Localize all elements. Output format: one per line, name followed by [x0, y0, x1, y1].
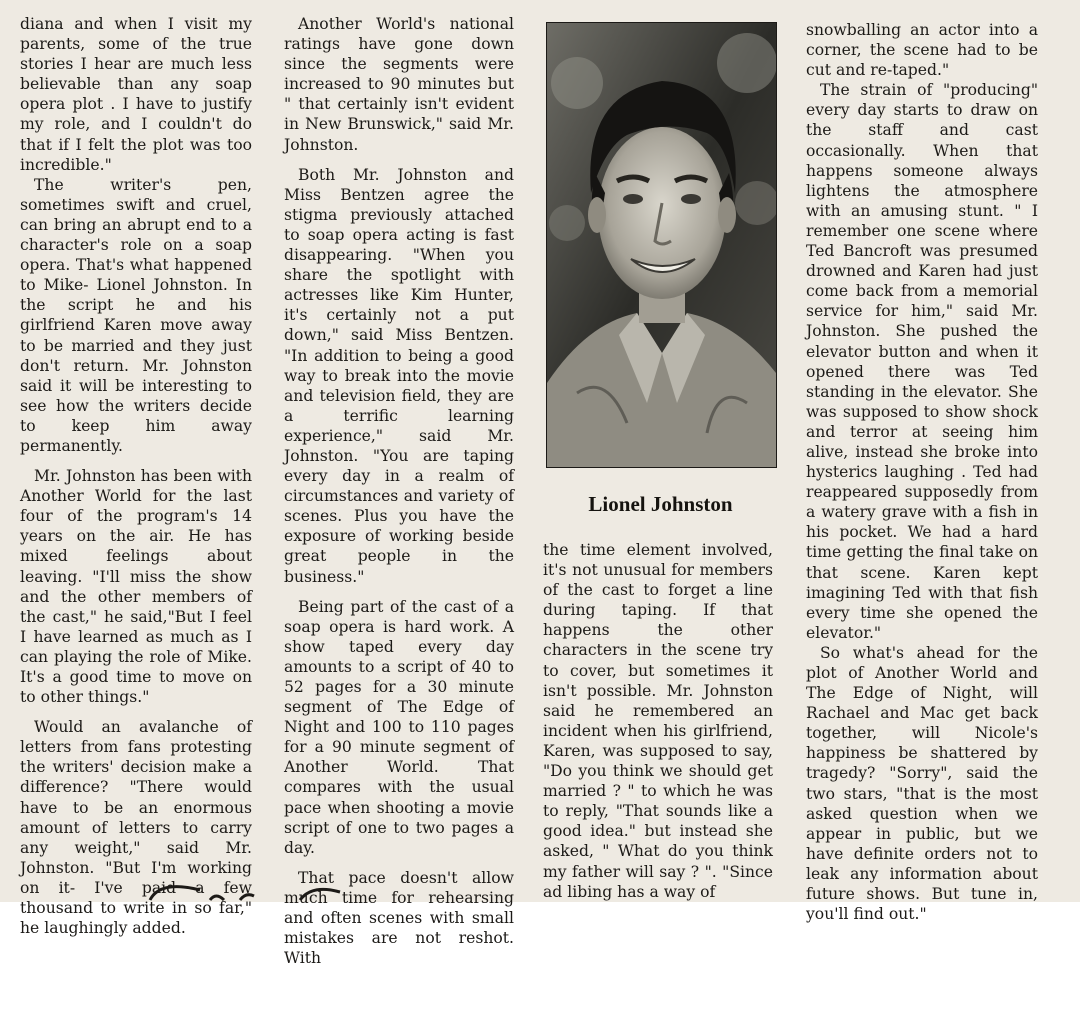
paragraph: Being part of the cast of a soap opera is hard work. A show taped every day amounts to a script of 40 to 52 pages for a 30 minute segment of The Edge of Night and 100 to 110 pages for a 90 minute segment of Another World. That compares with the usual pace when shooting a movie script of one to two pages a day. — [284, 597, 514, 857]
article-column-1 — [20, 14, 252, 938]
portrait-icon — [547, 23, 776, 467]
script-lettering-icon — [90, 884, 390, 902]
paragraph: The strain of "producing" every day starts to draw on the staff and cast occasionally. When that happens someone always lightens the atmosphere with an amusing stunt. " I remember one scene where Ted Bancroft was presumed drowned and Karen had just come back from a memorial service for him," said Mr. Johnston. She pushed the elevator button and when it opened there was Ted standing in the elevator. She was supposed to show shock and terror at seeing him alive, instead she broke into hysterics laughing . Ted had reappeared supposedly from a watery grave with a fish in his pocket. We had a hard time getting the final take on that scene. Karen kept imagining Ted with that fish every time she opened the elevator." — [806, 81, 1038, 642]
paragraph: snowballing an actor into a corner, the scene had to be cut and re-taped." — [806, 21, 1038, 80]
cut-off-script-lettering — [90, 884, 390, 902]
paragraph: That pace doesn't allow much time for rehearsing and often scenes with small mistakes are not reshot. With — [284, 868, 514, 968]
paragraph: Mr. Johnston has been with Another World for the last four of the program's 14 years on the air. He has mixed feelings about leaving. "I'll miss the show and the other members of the cast," he said,"But I feel I have learned as much as I can playing the role of Mike. It's a good time to move on to other things." — [20, 467, 252, 707]
paragraph: So what's ahead for the plot of Another World and The Edge of Night, will Rachael and Mac get back together, will Nicole's happiness be shattered by tragedy? "Sorry", said the two stars, "that is the most asked question when we appear in public, but we have definite orders not to leak any information about future shows. But tune in, you'll find out." — [806, 643, 1038, 924]
article-column-4 — [806, 20, 1038, 924]
article-column-2 — [284, 14, 514, 968]
paragraph: the time element involved, it's not unusual for members of the cast to forget a line during taping. If that happens the other characters in the scene try to cover, but sometimes it isn't possible. Mr. Johnston said he remembered an incident when his girlfriend, Karen, was supposed to say, "Do you think we should get married ? " to which he was to reply, "That sounds like a good idea." but instead she asked, " What do you think my father will say ? ". "Since ad libing has a way of — [543, 541, 773, 901]
paragraph: The writer's pen, sometimes swift and cruel, can bring an abrupt end to a character's role on a soap opera. That's what happened to Mike- Lionel Johnston. In the script he and his girlfriend Karen move away to be married and they just don't return. Mr. Johnston said it will be interesting to see how the writers decide to keep him away permanently. — [20, 175, 252, 455]
paragraph: Both Mr. Johnston and Miss Bentzen agree the stigma previously attached to soap opera acting is fast disappearing. "When you share the spotlight with actresses like Kim Hunter, it's certainly not a put down," said Miss Bentzen. "In addition to being a good way to break into the movie and television field, they are a terrific learning experience," said Mr. Johnston. "You are taping every day in a realm of circumstances and variety of scenes. Plus you have the exposure of working beside great people in the business." — [284, 165, 514, 586]
paragraph: Another World's national ratings have gone down since the segments were increased to 90 minutes but " that certainly isn't evident in New Brunswick," said Mr. Johnston. — [284, 15, 514, 154]
paragraph: diana and when I visit my parents, some of the true stories I hear are much less believable than any soap opera plot . I have to justify my role, and I couldn't do that if I felt the plot was too incredible." — [20, 15, 252, 174]
portrait-photo — [546, 22, 777, 468]
article-column-3 — [543, 540, 773, 902]
paragraph: Would an avalanche of letters from fans protesting the writers' decision make a difference? "There would have to be an enormous amount of letters to carry any weight," said Mr. Johnston. "But I'm working on it- I've paid a few thousand to write in so far," he laughingly added. — [20, 718, 252, 938]
photo-caption: Lionel Johnston — [588, 492, 733, 516]
